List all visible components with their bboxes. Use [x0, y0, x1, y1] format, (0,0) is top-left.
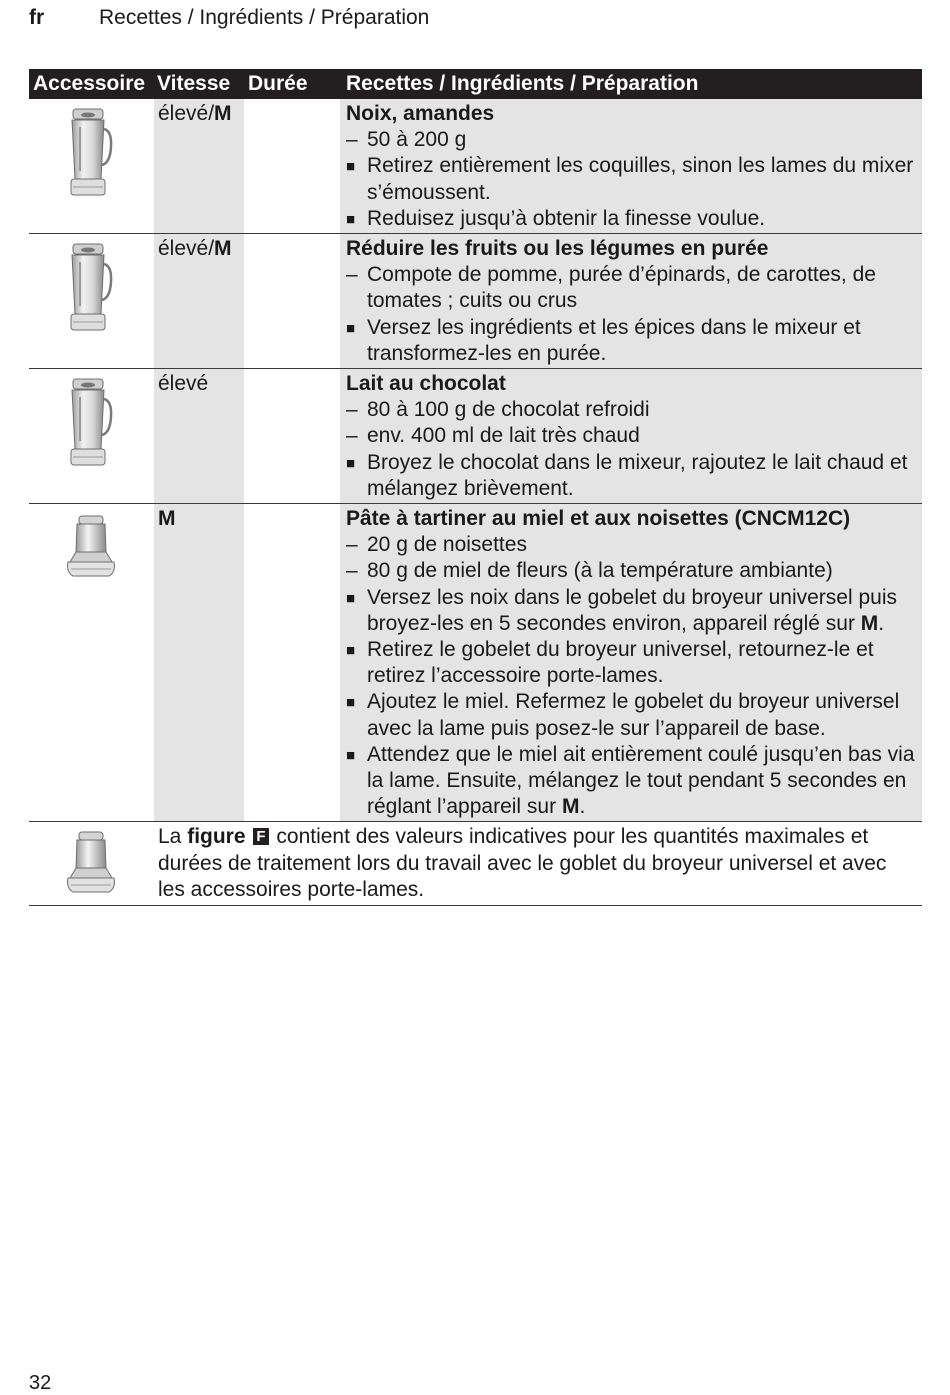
dash-bullet: – — [346, 533, 358, 557]
recipes-table — [29, 69, 922, 906]
ingredient-item: – 20 g de noisettes — [346, 532, 922, 558]
figure-label: figure — [187, 825, 246, 849]
table-header — [29, 69, 922, 99]
table-row — [29, 99, 922, 234]
square-bullet-icon: ■ — [346, 158, 356, 176]
table-row — [29, 504, 922, 822]
ingredient-item: – 50 à 200 g — [346, 127, 922, 153]
language-code: fr — [29, 6, 45, 29]
recipe-title: Noix, amandes — [346, 102, 495, 125]
square-bullet-icon: ■ — [346, 454, 356, 472]
dash-bullet: – — [346, 263, 358, 287]
column-header-duree: Durée — [248, 72, 308, 95]
instruction-step: ■ Retirez le gobelet du broyeur universel, retournez-le et retirez l’accessoire porte-lames. — [346, 638, 874, 688]
recipe-content — [346, 369, 922, 503]
recipe-title: Pâte à tartiner au miel et aux noisettes (CNCM12C) — [346, 507, 851, 531]
ingredient-item: – 80 g de miel de fleurs (à la température ambiante) — [346, 558, 922, 584]
square-bullet-icon: ■ — [346, 746, 356, 764]
square-bullet-icon: ■ — [346, 589, 356, 607]
table-body — [29, 99, 922, 822]
square-bullet-icon: ■ — [346, 210, 356, 228]
figure-f-badge: F — [253, 828, 268, 845]
blender-jug-icon — [65, 242, 115, 339]
instruction-step: ■ Attendez que le miel ait entièrement coulé jusqu’en bas via la lame. Ensuite, mélangez le tout pendant 5 secondes en réglant l’appareil sur M. — [346, 742, 915, 819]
dash-bullet: – — [346, 398, 358, 422]
universal-cutter-icon — [65, 514, 117, 585]
table-row — [29, 234, 922, 369]
instruction-step: ■ Versez les ingrédients et les épices dans le mixeur et transformez-les en purée. — [346, 315, 861, 365]
ingredient-item: – env. 400 ml de lait très chaud — [346, 423, 922, 449]
dash-bullet: – — [346, 128, 358, 152]
instruction-step: ■ Retirez entièrement les coquilles, sinon les lames du mixer s’émoussent. — [346, 154, 914, 204]
speed-value: M — [158, 507, 176, 531]
ingredient-item: – 80 à 100 g de chocolat refroidi — [346, 397, 922, 423]
recipe-content — [346, 234, 922, 368]
speed-value: élevé — [158, 372, 209, 396]
universal-cutter-icon — [65, 830, 117, 901]
note-text: La figure F contient des valeurs indicatives pour les quantités maximales et durées de traitement lors du travail avec le goblet du broyeur universel et avec les accessoires porte-lames. — [158, 825, 887, 901]
instruction-step: ■ Ajoutez le miel. Refermez le gobelet du broyeur universel avec la lame puis posez-le sur l’appareil de base. — [346, 690, 900, 740]
square-bullet-icon: ■ — [346, 319, 356, 337]
instruction-step: ■ Reduisez jusqu’à obtenir la finesse voulue. — [346, 206, 922, 232]
recipe-content — [346, 504, 922, 821]
recipe-title: Lait au chocolat — [346, 372, 506, 396]
instruction-step: ■ Broyez le chocolat dans le mixeur, rajoutez le lait chaud et mélangez brièvement. — [346, 450, 908, 500]
column-header-accessoire: Accessoire — [33, 72, 146, 95]
square-bullet-icon: ■ — [346, 642, 356, 660]
speed-column-shade — [154, 504, 244, 821]
recipe-content — [346, 99, 922, 233]
dash-bullet: – — [346, 559, 358, 583]
instruction-step: ■ Versez les noix dans le gobelet du broyeur universel puis broyez-les en 5 secondes environ, appareil réglé sur M. — [346, 585, 897, 635]
ingredient-item: – Compote de pomme, purée d’épinards, de carottes, de tomates ; cuits ou crus — [346, 263, 876, 313]
blender-jug-icon — [65, 377, 115, 474]
column-header-recettes: Recettes / Ingrédients / Préparation — [346, 72, 699, 95]
speed-value: élevé/M — [158, 102, 232, 125]
recipe-title: Réduire les fruits ou les légumes en purée — [346, 237, 769, 261]
table-row — [29, 369, 922, 504]
speed-value: élevé/M — [158, 237, 232, 261]
square-bullet-icon: ■ — [346, 694, 356, 712]
dash-bullet: – — [346, 424, 358, 448]
column-header-vitesse: Vitesse — [157, 72, 231, 95]
page-number: 32 — [29, 1372, 52, 1394]
note-row — [29, 822, 922, 906]
blender-jug-icon — [65, 107, 115, 204]
section-title: Recettes / Ingrédients / Préparation — [99, 6, 430, 29]
